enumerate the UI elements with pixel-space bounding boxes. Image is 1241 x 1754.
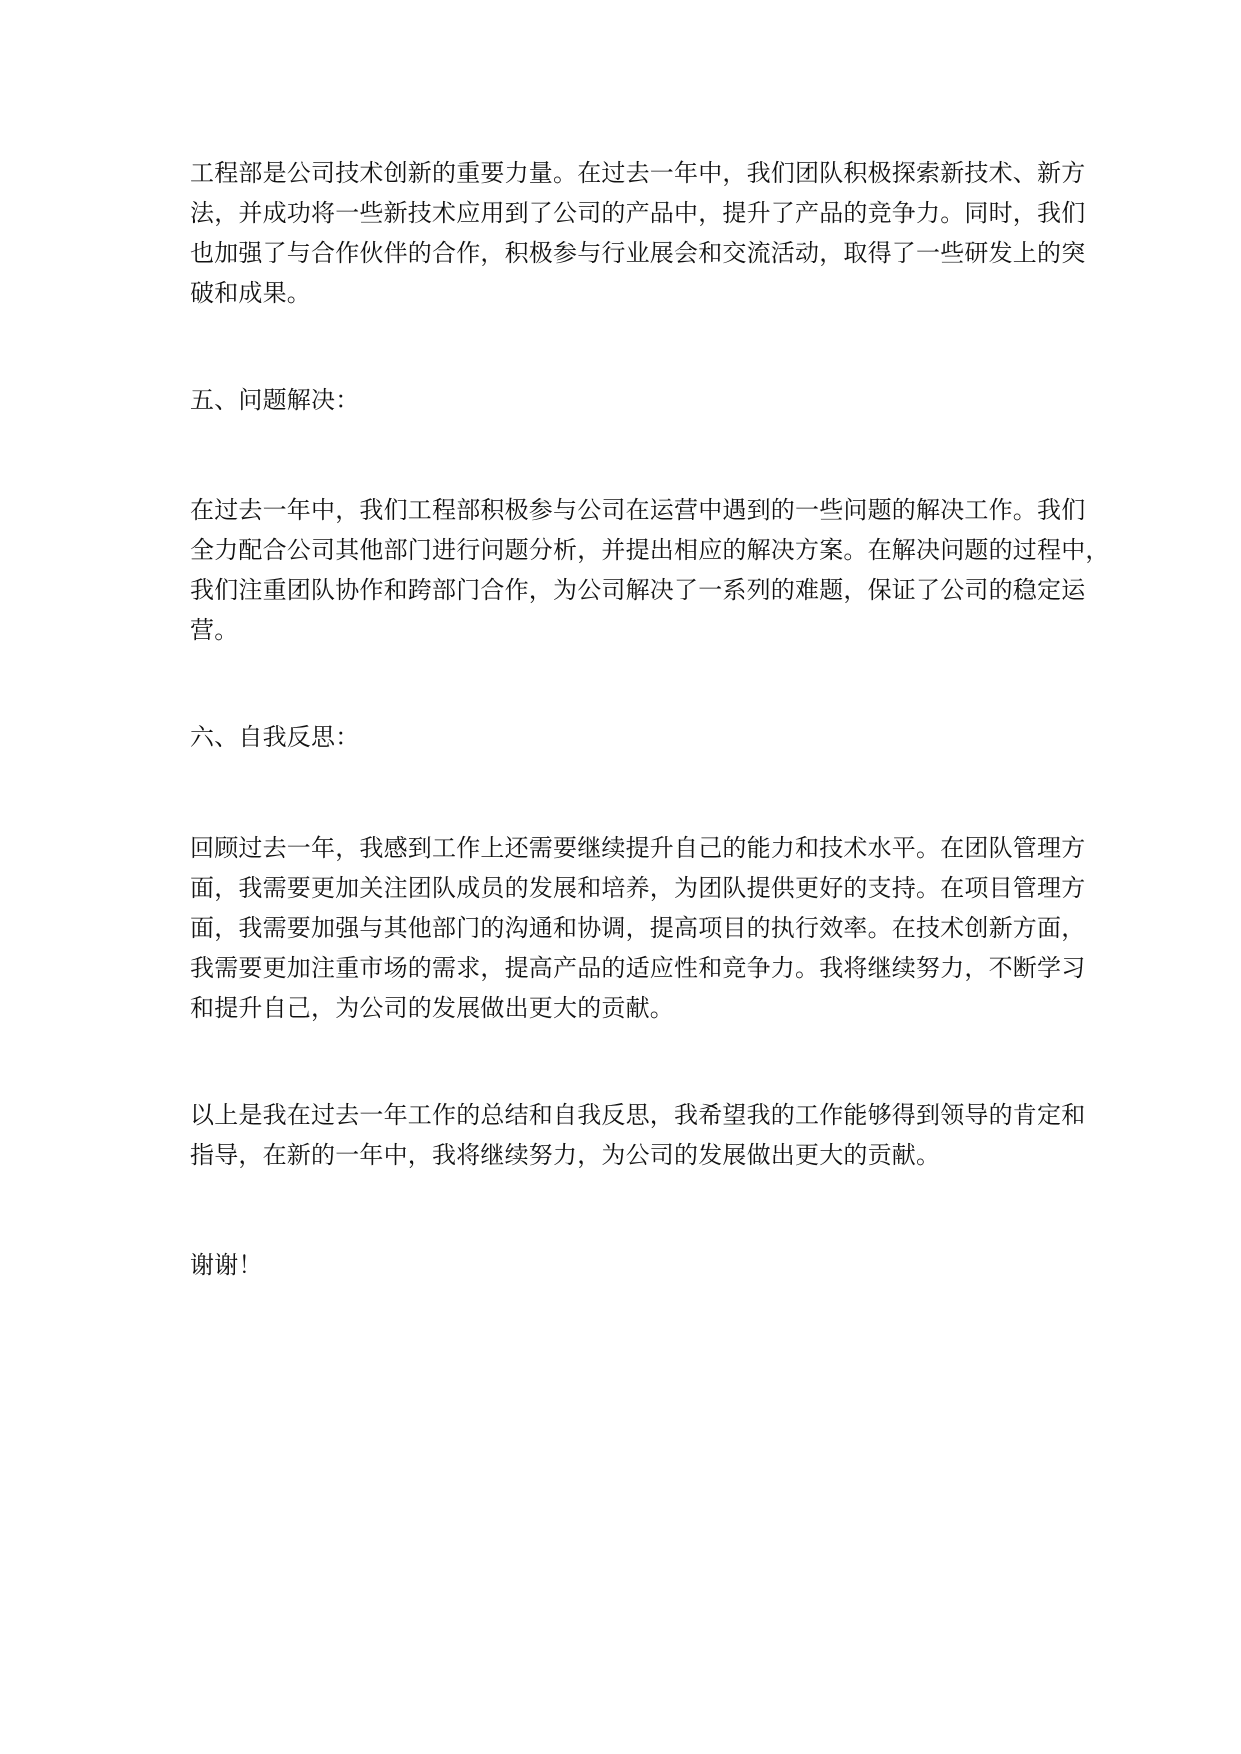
- paragraph-line: 面，我需要加强与其他部门的沟通和协调，提高项目的执行效率。在技术创新方面，: [190, 914, 1086, 942]
- paragraph-line: 回顾过去一年，我感到工作上还需要继续提升自己的能力和技术水平。在团队管理方: [190, 834, 1086, 862]
- closing-thanks: [190, 1245, 1070, 1285]
- paragraph-line: 我们注重团队协作和跨部门合作，为公司解决了一系列的难题，保证了公司的稳定运: [190, 576, 1086, 604]
- section-heading-self-reflection: [190, 717, 1070, 757]
- section-heading-problem-solving: [190, 380, 1070, 420]
- paragraph-line: 工程部是公司技术创新的重要力量。在过去一年中，我们团队积极探索新技术、新方: [190, 159, 1086, 187]
- paragraph-line: 和提升自己，为公司的发展做出更大的贡献。: [190, 994, 674, 1022]
- closing-text: 谢谢！: [190, 1251, 263, 1279]
- paragraph-line: 破和成果。: [190, 279, 311, 307]
- paragraph-line: 以上是我在过去一年工作的总结和自我反思，我希望我的工作能够得到领导的肯定和: [190, 1101, 1086, 1129]
- paragraph-line: 法，并成功将一些新技术应用到了公司的产品中，提升了产品的竞争力。同时，我们: [190, 199, 1086, 227]
- paragraph-engineering-innovation: [190, 153, 1086, 313]
- paragraph-line: 也加强了与合作伙伴的合作，积极参与行业展会和交流活动，取得了一些研发上的突: [190, 239, 1086, 267]
- paragraph-summary: [190, 1095, 1086, 1175]
- paragraph-line: 在过去一年中，我们工程部积极参与公司在运营中遇到的一些问题的解决工作。我们: [190, 496, 1086, 524]
- paragraph-line: 营。: [190, 616, 239, 644]
- paragraph-line: 全力配合公司其他部门进行问题分析，并提出相应的解决方案。在解决问题的过程中，: [190, 536, 1110, 564]
- paragraph-line: 面，我需要更加关注团队成员的发展和培养，为团队提供更好的支持。在项目管理方: [190, 874, 1086, 902]
- heading-text: 六、自我反思：: [190, 723, 360, 751]
- paragraph-line: 指导，在新的一年中，我将继续努力，为公司的发展做出更大的贡献。: [190, 1141, 941, 1169]
- paragraph-line: 我需要更加注重市场的需求，提高产品的适应性和竞争力。我将继续努力，不断学习: [190, 954, 1086, 982]
- paragraph-problem-solving: [190, 490, 1110, 650]
- heading-text: 五、问题解决：: [190, 386, 360, 414]
- paragraph-self-reflection: [190, 828, 1086, 1028]
